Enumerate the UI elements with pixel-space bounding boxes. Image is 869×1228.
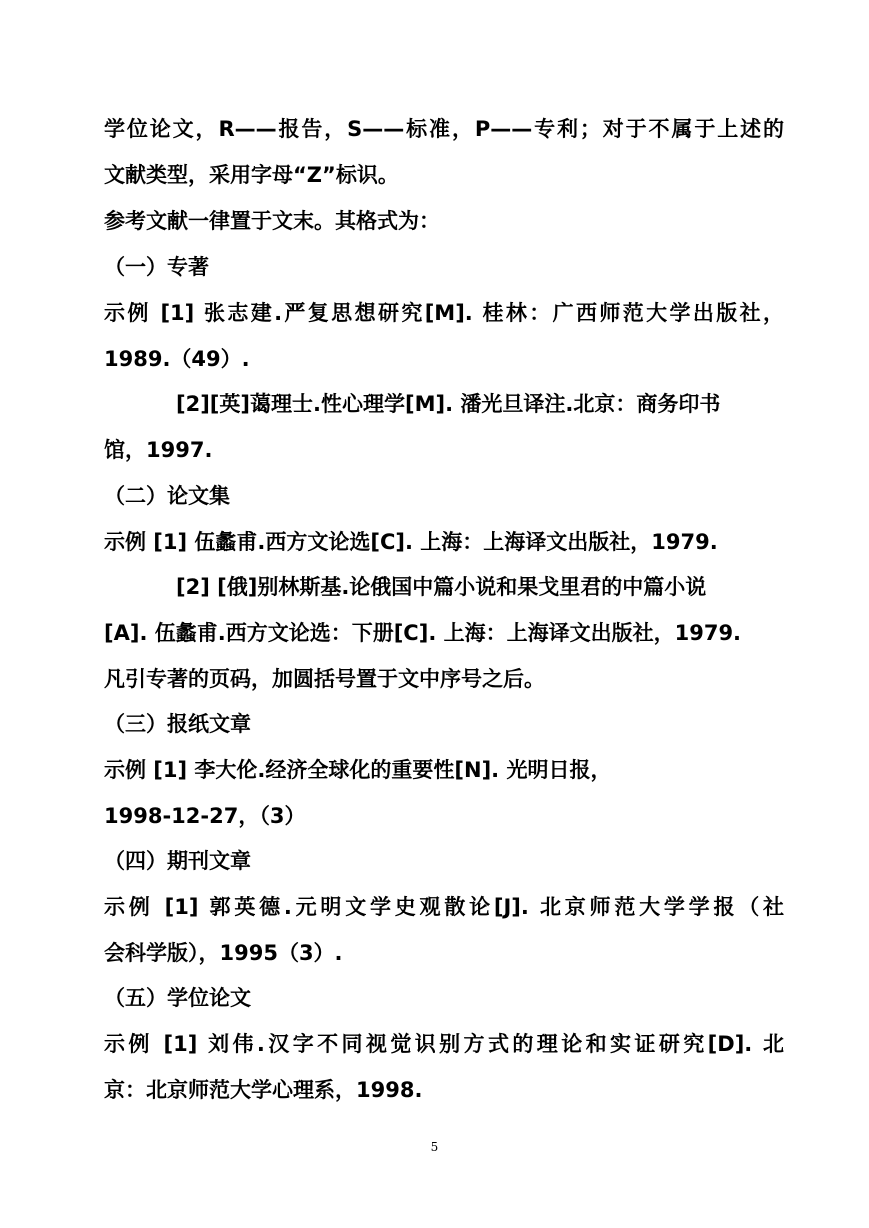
text-line: 参考文献一律置于文末。其格式为： (104, 209, 440, 233)
page-number: 5 (430, 1140, 439, 1154)
text-line: [2][英]蔼理士.性心理学[M]. 潘光旦译注.北京：商务印书 (176, 392, 721, 416)
text-line: 示例 [1] 郭英德.元明文学史观散论[J]. 北京师范大学学报（社 (104, 895, 784, 919)
text-line: 示例 [1] 刘伟.汉字不同视觉识别方式的理论和实证研究[D]. 北 (104, 1032, 784, 1056)
section-heading-thesis: （五）学位论文 (104, 986, 251, 1010)
text-line: 示例 [1] 伍蠡甫.西方文论选[C]. 上海：上海译文出版社，1979. (104, 530, 718, 554)
section-heading-proceedings: （二）论文集 (104, 484, 230, 508)
text-line: 文献类型，采用字母“Z”标识。 (104, 163, 399, 187)
text-line: 会科学版），1995（3）. (104, 941, 343, 965)
text-line: 示例 [1] 李大伦.经济全球化的重要性[N]. 光明日报， (104, 758, 612, 782)
text-line: [2] [俄]别林斯基.论俄国中篇小说和果戈里君的中篇小说 (176, 575, 707, 599)
text-line: [A]. 伍蠡甫.西方文论选：下册[C]. 上海：上海译文出版社，1979. (104, 621, 742, 645)
text-line: 1989.（49）. (104, 347, 250, 371)
text-line: 1998-12-27，（3） (104, 804, 306, 828)
section-heading-journal: （四）期刊文章 (104, 849, 251, 873)
text-line: 学位论文，R——报告，S——标准，P——专利；对于不属于上述的 (104, 117, 784, 141)
text-line: 馆，1997. (104, 438, 213, 462)
section-heading-monograph: （一）专著 (104, 255, 209, 279)
section-heading-newspaper: （三）报纸文章 (104, 712, 251, 736)
text-line: 凡引专著的页码，加圆括号置于文中序号之后。 (104, 667, 545, 691)
text-line: 京：北京师范大学心理系，1998. (104, 1078, 423, 1102)
text-line: 示例 [1] 张志建.严复思想研究[M]. 桂林：广西师范大学出版社， (104, 301, 784, 325)
